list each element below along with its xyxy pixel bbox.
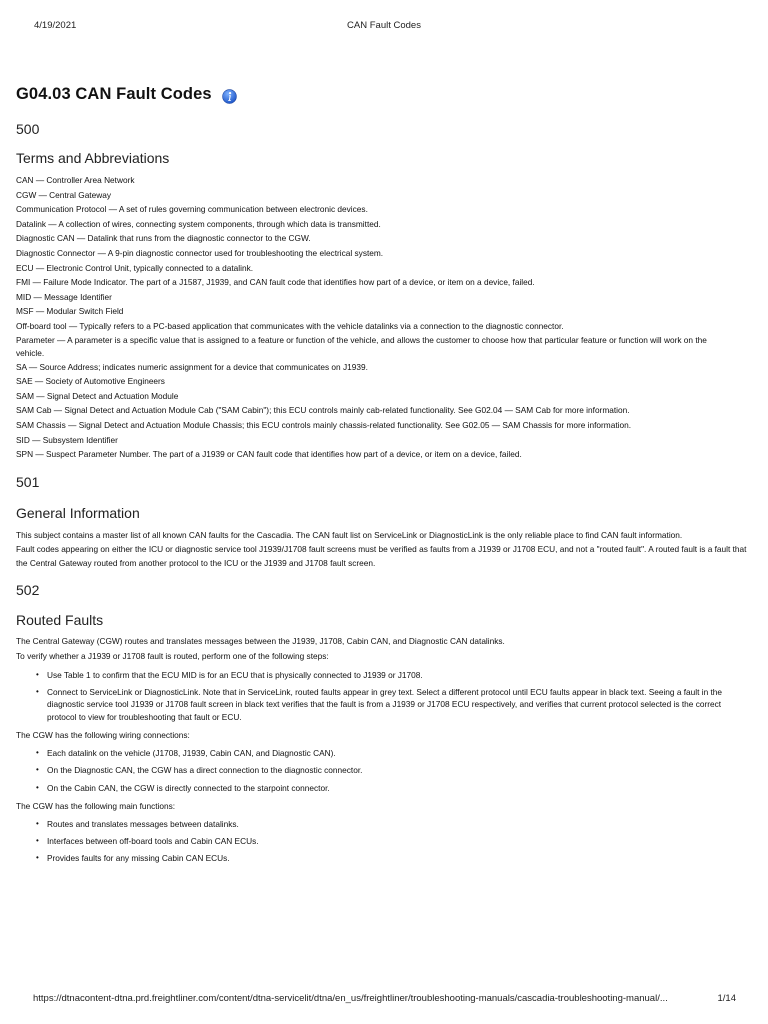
- section-heading-terms: Terms and Abbreviations: [16, 150, 170, 166]
- list-item: • Connect to ServiceLink or DiagnosticLink. Note that in ServiceLink, routed faults appear in grey text. Select a different protocol until ECU faults appear in black text. Seeing a fault in the diagnostic service tool J1939 or J1708 fault screen in black text verifies that the fault is from a J1939 or J1708 ECU respectively, and verifies that current protocol selected is the correct protocol to view for troubleshooting that fault or ECU.: [36, 686, 752, 724]
- term-item: Communication Protocol — A set of rules governing communication between electronic devices.: [16, 204, 368, 215]
- functions-list: [16, 818, 752, 865]
- general-paragraph: This subject contains a master list of all known CAN faults for the Cascadia. The CAN fault list on ServiceLink or DiagnosticLink is the only reliable place to find CAN fault information.: [16, 529, 683, 540]
- term-item: CAN — Controller Area Network: [16, 175, 135, 185]
- term-item: SAM — Signal Detect and Actuation Module: [16, 390, 179, 401]
- print-url[interactable]: https://dtnacontent-dtna.prd.freightliner.com/content/dtna-servicelit/dtna/en_us/freightliner/troubleshooting-manuals/cascadia-troubleshooting-manual/...: [33, 993, 668, 1004]
- page-title: G04.03 CAN Fault Codes: [16, 84, 212, 103]
- term-item: CGW — Central Gateway: [16, 189, 111, 200]
- term-item: SID — Subsystem Identifier: [16, 434, 118, 445]
- routed-paragraph: To verify whether a J1939 or J1708 fault is routed, perform one of the following steps:: [16, 650, 329, 661]
- list-item: • Routes and translates messages between datalinks.: [36, 818, 752, 831]
- term-item: SAM Chassis — Signal Detect and Actuation Module Chassis; this ECU controls mainly chassis-related functionality. See G02.05 — SAM Chassis for more information.: [16, 419, 631, 430]
- terms-list: [16, 173, 752, 462]
- term-item: MID — Message Identifier: [16, 291, 112, 302]
- section-number-502: 502: [16, 581, 40, 598]
- routed-paragraph: The CGW has the following wiring connections:: [16, 730, 190, 741]
- term-item: Datalink — A collection of wires, connecting system components, through which data is transmitted.: [16, 218, 381, 229]
- wiring-list: [16, 747, 752, 794]
- section-heading-routed: Routed Faults: [16, 611, 104, 628]
- page-title-row: [16, 84, 752, 104]
- verify-steps-list: [16, 669, 752, 724]
- section-number-501: 501: [16, 473, 40, 490]
- info-icon[interactable]: [222, 89, 237, 104]
- term-item: FMI — Failure Mode Indicator. The part of a J1587, J1939, and CAN fault code that identifies how part of a device, or item on a device, failed.: [16, 277, 535, 288]
- term-item: SAE — Society of Automotive Engineers: [16, 376, 165, 387]
- list-item: • On the Diagnostic CAN, the CGW has a direct connection to the diagnostic connector.: [36, 764, 752, 777]
- term-item: ECU — Electronic Control Unit, typically connected to a datalink.: [16, 262, 254, 273]
- term-item: SPN — Suspect Parameter Number. The part of a J1939 or CAN fault code that identifies how part of a device, or item on a device, failed.: [16, 449, 522, 460]
- term-item: Diagnostic CAN — Datalink that runs from the diagnostic connector to the CGW.: [16, 233, 311, 244]
- routed-paragraph: The Central Gateway (CGW) routes and translates messages between the J1939, J1708, Cabin CAN, and Diagnostic CAN datalinks.: [16, 635, 505, 646]
- list-item: • Provides faults for any missing Cabin CAN ECUs.: [36, 852, 752, 865]
- document-body: [16, 84, 752, 869]
- general-paragraph: Fault codes appearing on either the ICU or diagnostic service tool J1939/J1708 fault screens must be verified as faults from a J1939 or J1708 ECU, and not a "routed fault". A routed fault is a fault that the Central Gateway routed from another protocol to the ICU or the J1939 and J1708 fault screen.: [16, 543, 747, 568]
- term-item-continuation: vehicle.: [16, 347, 45, 358]
- term-item: Off-board tool — Typically refers to a PC-based application that communicates with the vehicle datalinks via a connection to the diagnostic connector.: [16, 320, 564, 331]
- page-number: 1/14: [717, 993, 736, 1004]
- term-item: Diagnostic Connector — A 9-pin diagnostic connector used for troubleshooting the electrical system.: [16, 247, 384, 258]
- print-title: CAN Fault Codes: [347, 20, 421, 31]
- section-heading-general: General Information: [16, 504, 140, 521]
- term-item: Parameter — A parameter is a specific value that is assigned to a feature or function of the vehicle, and allows the customer to choose how that particular feature or function will work on the: [16, 334, 707, 345]
- list-item: • Interfaces between off-board tools and Cabin CAN ECUs.: [36, 835, 752, 848]
- routed-paragraph: The CGW has the following main functions:: [16, 800, 176, 811]
- print-date: 4/19/2021: [34, 20, 77, 31]
- term-item: MSF — Modular Switch Field: [16, 306, 124, 317]
- list-item: • Use Table 1 to confirm that the ECU MID is for an ECU that is physically connected to J1939 or J1708.: [36, 669, 752, 682]
- list-item: • Each datalink on the vehicle (J1708, J1939, Cabin CAN, and Diagnostic CAN).: [36, 747, 752, 760]
- term-item: SA — Source Address; indicates numeric assignment for a device that communicates on J1939.: [16, 361, 368, 372]
- list-item: • On the Cabin CAN, the CGW is directly connected to the starpoint connector.: [36, 782, 752, 795]
- term-item: SAM Cab — Signal Detect and Actuation Module Cab ("SAM Cabin"); this ECU controls mainly cab-related functionality. See G02.04 — SAM Cab for more information.: [16, 405, 630, 416]
- section-number-500: 500: [16, 121, 40, 137]
